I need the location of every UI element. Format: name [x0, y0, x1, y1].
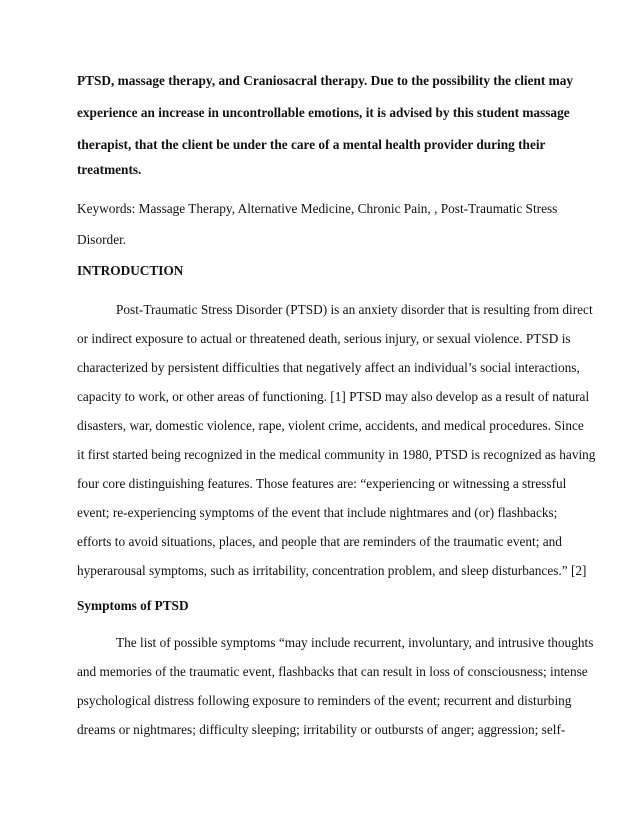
intro-line-8: event; re-experiencing symptoms of the event that include nightmares and (or) flashbacks;	[77, 505, 558, 520]
abstract-line-3: therapist, that the client be under the care of a mental health provider during their	[77, 137, 546, 152]
intro-line-5: disasters, war, domestic violence, rape, violent crime, accidents, and medical procedures. Since	[77, 418, 584, 433]
intro-line-4: capacity to work, or other areas of functioning. [1] PTSD may also develop as a result of natural	[77, 389, 590, 404]
intro-line-7: four core distinguishing features. Those features are: “experiencing or witnessing a stressful	[77, 476, 567, 491]
intro-line-2: or indirect exposure to actual or threatened death, serious injury, or sexual violence. PTSD is	[77, 331, 571, 346]
abstract-line-1: PTSD, massage therapy, and Craniosacral therapy. Due to the possibility the client may	[77, 73, 574, 88]
intro-line-10: hyperarousal symptoms, such as irritability, concentration problem, and sleep disturbances.” [2]	[77, 563, 587, 578]
symptoms-line-2: and memories of the traumatic event, flashbacks that can result in loss of consciousness; intense	[77, 664, 588, 679]
intro-line-1: Post-Traumatic Stress Disorder (PTSD) is an anxiety disorder that is resulting from direct	[116, 302, 593, 317]
intro-line-3: characterized by persistent difficulties that negatively affect an individual’s social interactions,	[77, 360, 580, 375]
symptoms-line-3: psychological distress following exposure to reminders of the event; recurrent and disturbing	[77, 693, 572, 708]
abstract-line-2: experience an increase in uncontrollable emotions, it is advised by this student massage	[77, 105, 570, 120]
intro-line-6: it first started being recognized in the medical community in 1980, PTSD is recognized as having	[77, 447, 596, 462]
keywords-line-2: Disorder.	[77, 232, 127, 247]
introduction-heading: INTRODUCTION	[77, 263, 184, 278]
keywords-line-1: Keywords: Massage Therapy, Alternative Medicine, Chronic Pain, , Post-Traumatic Stress	[77, 201, 558, 216]
symptoms-line-4: dreams or nightmares; difficulty sleeping; irritability or outbursts of anger; aggression; self-	[77, 722, 566, 737]
symptoms-heading: Symptoms of PTSD	[77, 598, 189, 613]
symptoms-line-1: The list of possible symptoms “may include recurrent, involuntary, and intrusive thoughts	[116, 635, 594, 650]
abstract-line-4: treatments.	[77, 162, 142, 177]
intro-line-9: efforts to avoid situations, places, and people that are reminders of the traumatic event; and	[77, 534, 562, 549]
